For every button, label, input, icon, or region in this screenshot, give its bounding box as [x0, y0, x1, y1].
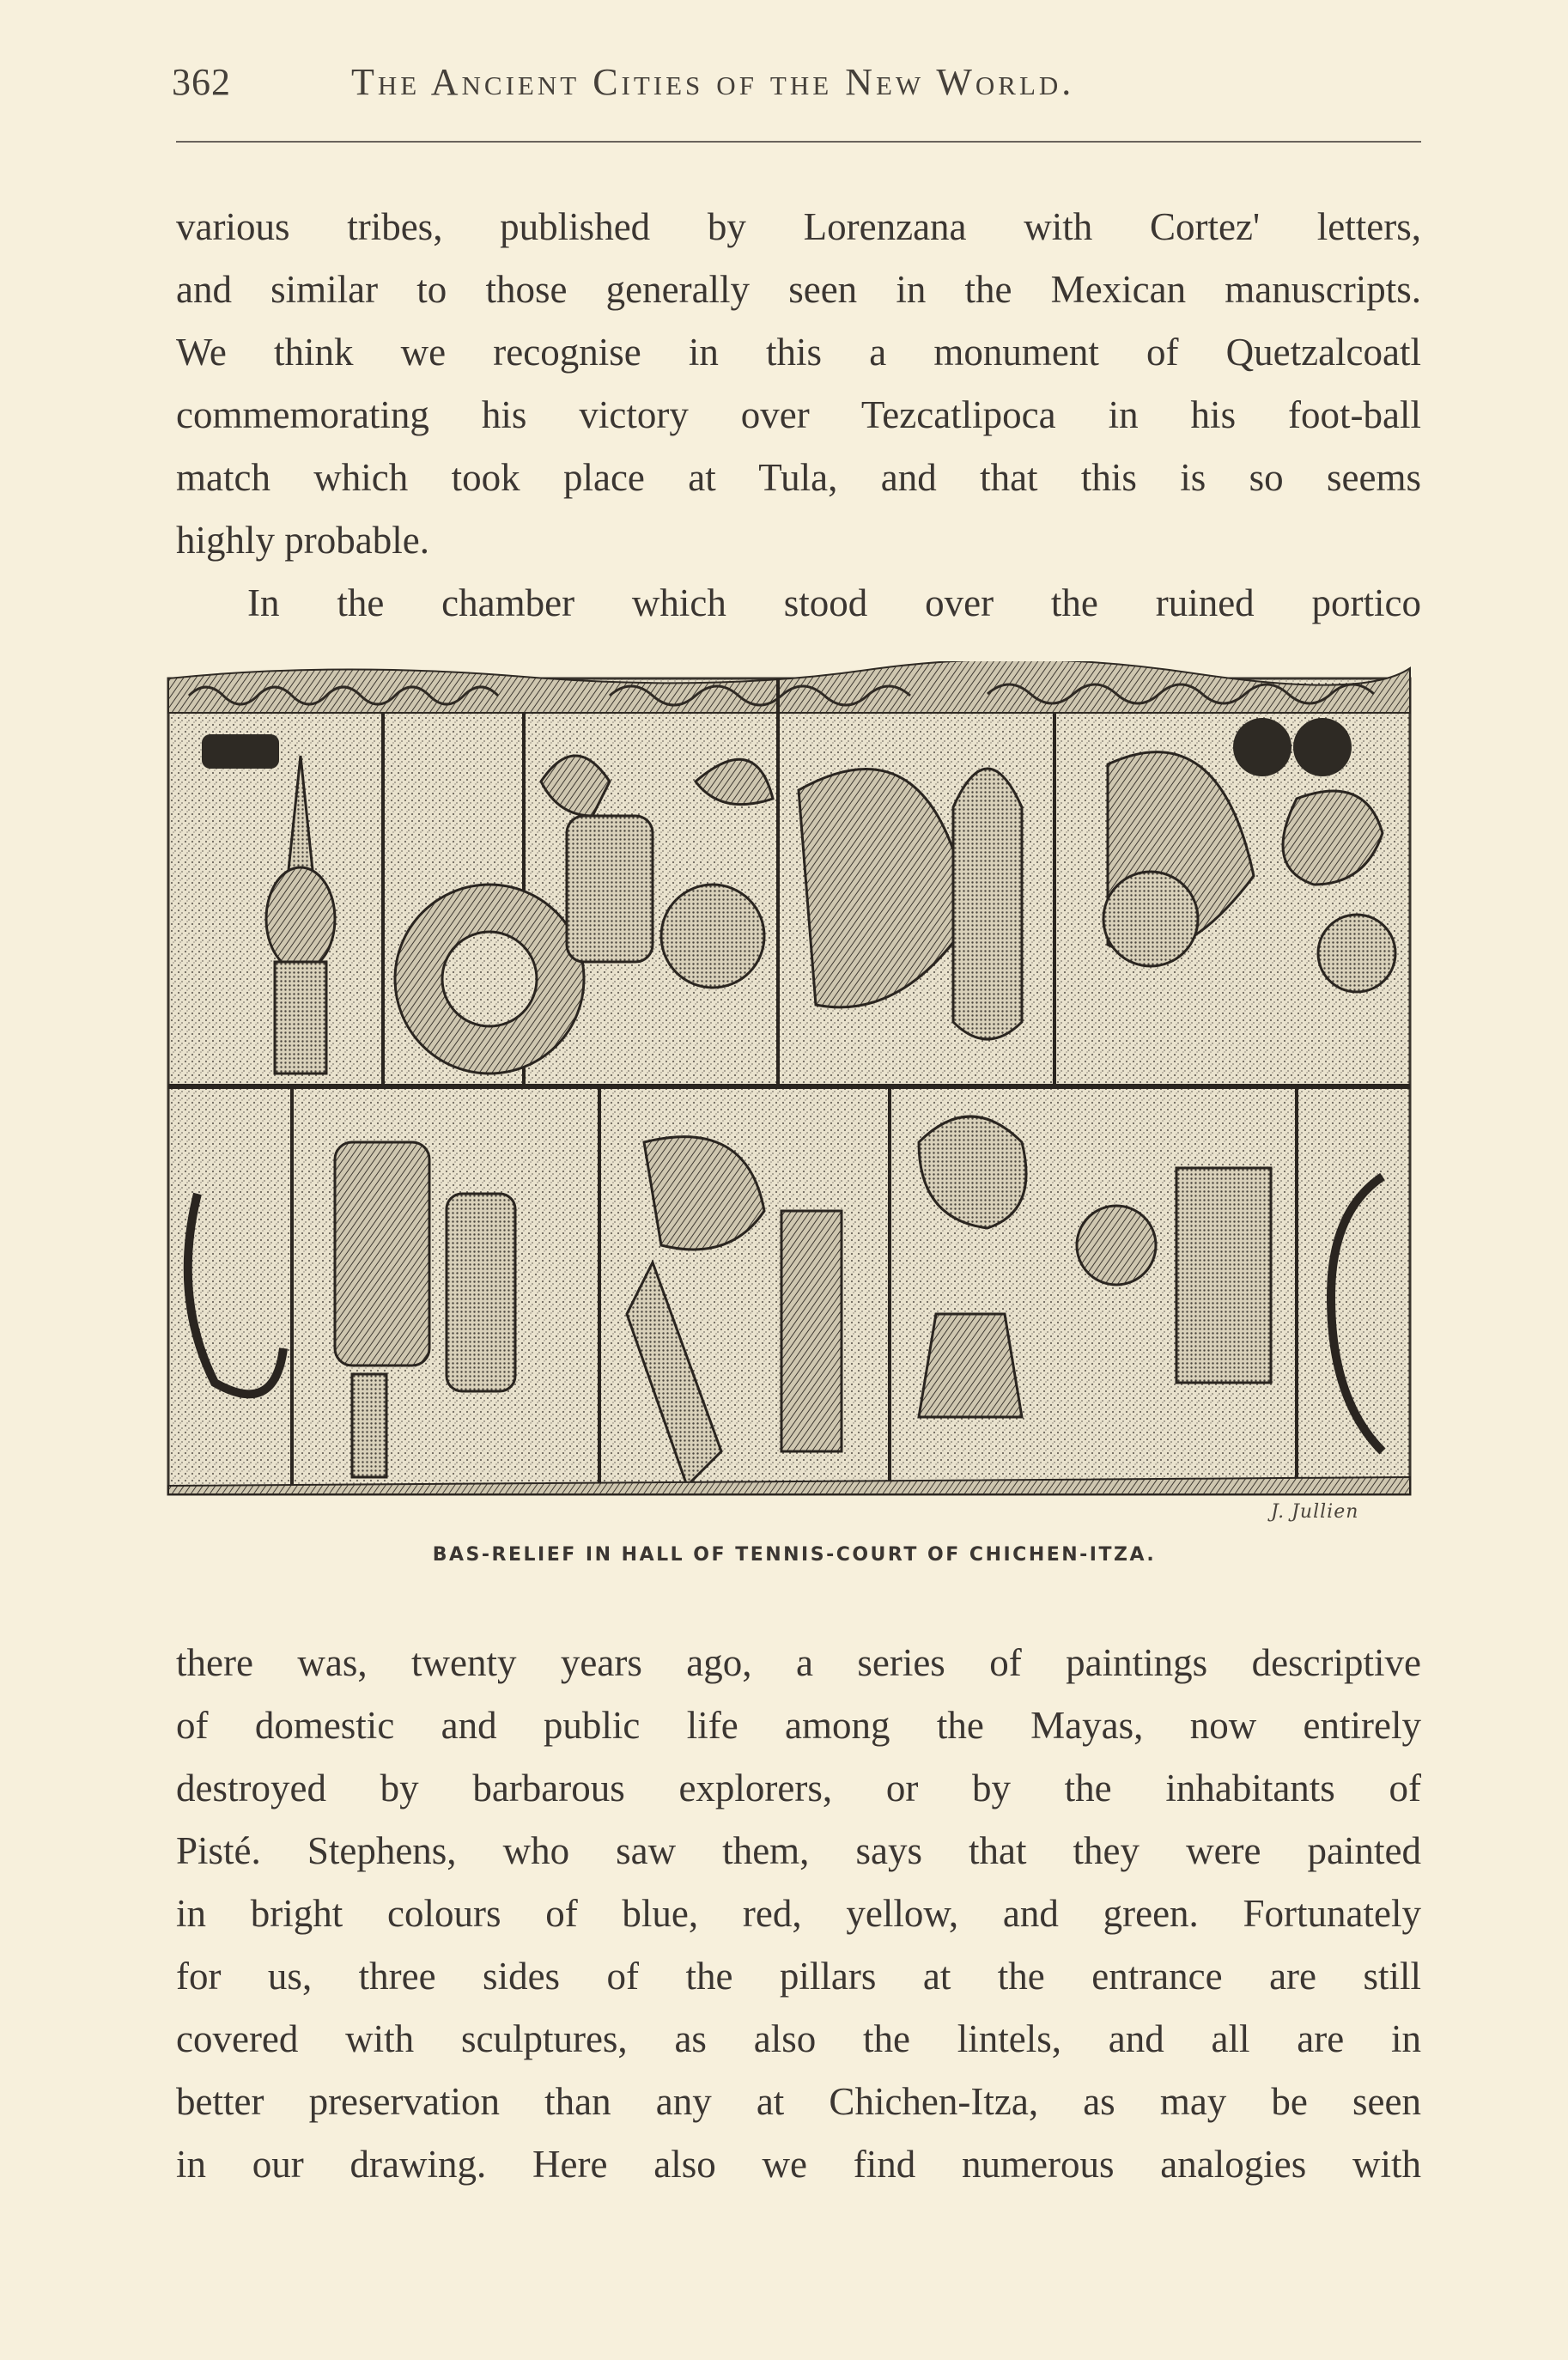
text-line: for us, three sides of the pillars at the entrance are still	[176, 1955, 1421, 1998]
text-line: covered with sculptures, as also the lintels, and all are in	[176, 2017, 1421, 2060]
text-line: better preservation than any at Chichen-Itza, as may be seen	[176, 2080, 1421, 2123]
running-title: The Ancient Cities of the New World.	[351, 61, 1075, 103]
text-line: Pisté. Stephens, who saw them, says that they were painted	[176, 1829, 1421, 1872]
header-rule	[176, 141, 1421, 143]
text-line: of domestic and public life among the Mayas, now entirely	[176, 1704, 1421, 1747]
engraver-signature: J. Jullien	[1271, 1501, 1359, 1523]
text-line: in our drawing. Here also we find numerous analogies with	[176, 2143, 1421, 2186]
text-line: highly probable.	[176, 519, 429, 562]
text-line: match which took place at Tula, and that this is so seems	[176, 456, 1421, 499]
bas-relief-engraving	[163, 661, 1417, 1511]
text-line: In the chamber which stood over the ruined portico	[247, 581, 1421, 624]
text-line: in bright colours of blue, red, yellow, and green. Fortunately	[176, 1892, 1421, 1935]
text-line: there was, twenty years ago, a series of paintings descriptive	[176, 1641, 1421, 1684]
figure-caption: BAS-RELIEF IN HALL OF TENNIS-COURT OF CHICHEN-ITZA.	[432, 1544, 1157, 1566]
running-head	[172, 60, 1425, 120]
text-line: and similar to those generally seen in the Mexican manuscripts.	[176, 268, 1421, 311]
top-paragraph	[176, 196, 1421, 635]
text-line: destroyed by barbarous explorers, or by the inhabitants of	[176, 1767, 1421, 1810]
bottom-paragraph	[176, 1632, 1421, 2196]
page-number: 362	[172, 61, 231, 103]
text-line: We think we recognise in this a monument of Quetzalcoatl	[176, 331, 1421, 374]
text-line: commemorating his victory over Tezcatlipoca in his foot-ball	[176, 393, 1421, 436]
bas-relief-illustration	[163, 661, 1417, 1520]
text-line: various tribes, published by Lorenzana with Cortez' letters,	[176, 205, 1421, 248]
